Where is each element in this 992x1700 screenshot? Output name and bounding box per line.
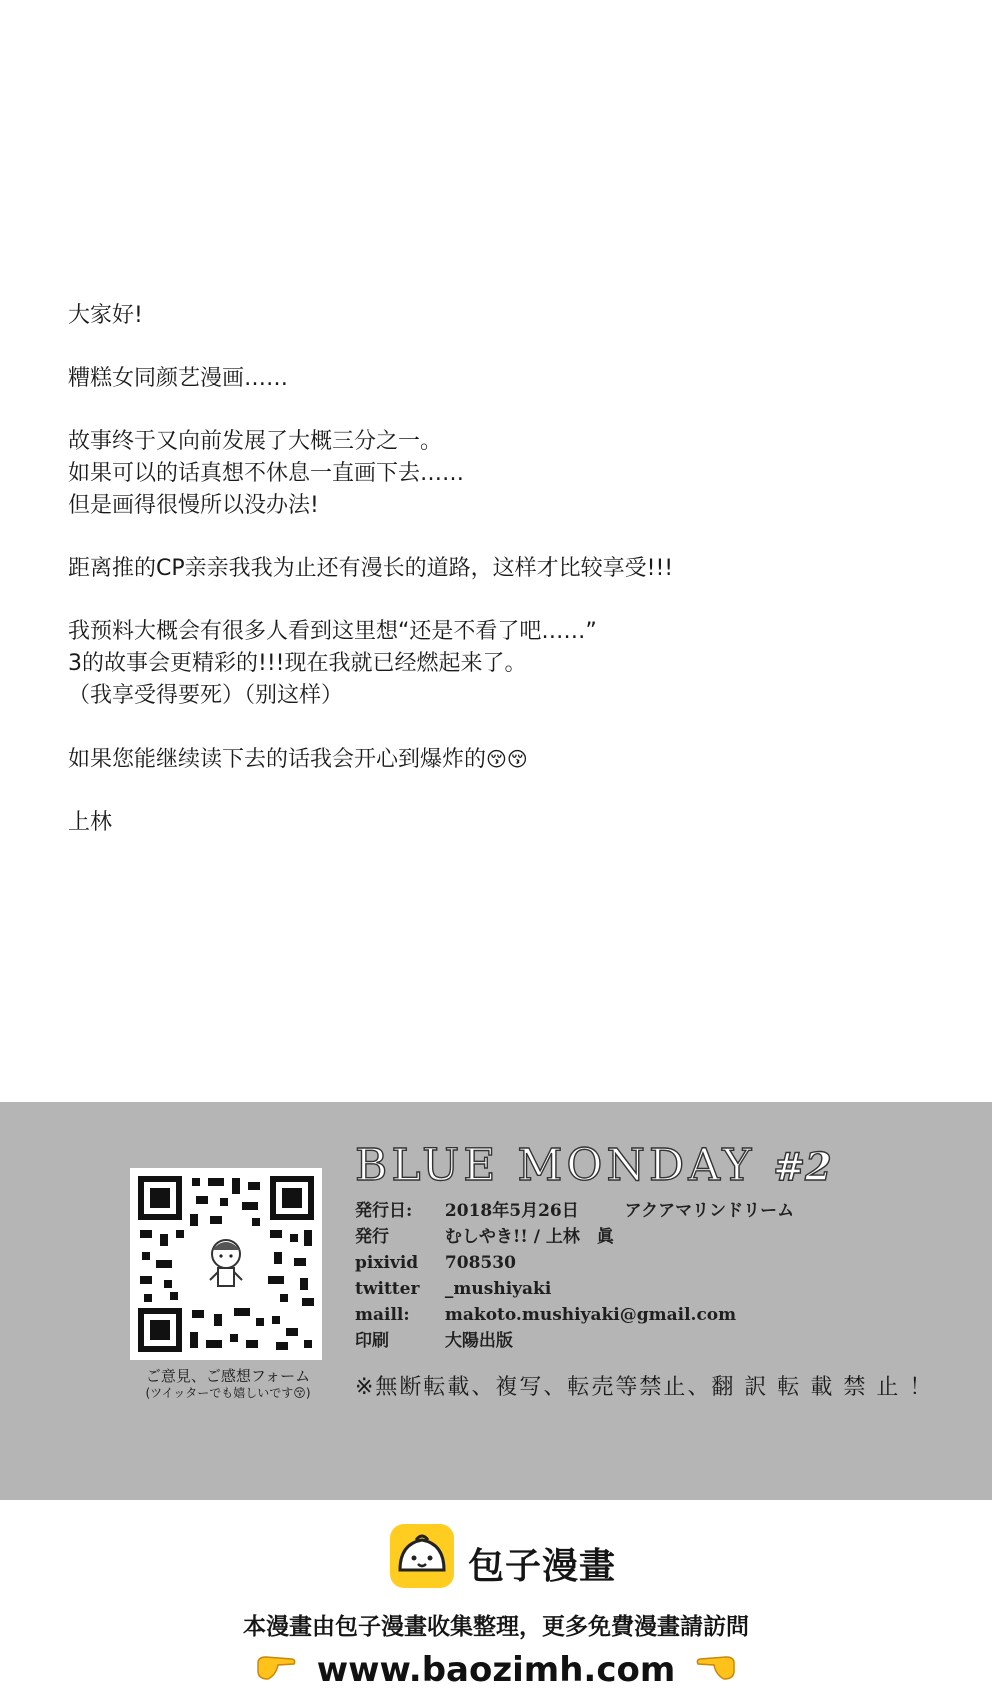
text-line: 大家好! bbox=[68, 303, 143, 328]
footer-note: 本漫畫由包子漫畫收集整理，更多免費漫畫請訪問 bbox=[243, 1614, 749, 1640]
site-link-row bbox=[0, 1650, 992, 1694]
info-extra: アクアマリンドリーム bbox=[624, 1201, 795, 1221]
pointing-right-hand-icon bbox=[254, 1653, 298, 1687]
greeting-paragraph bbox=[68, 300, 928, 332]
text-line: 故事终于又向前发展了大概三分之一。 bbox=[68, 429, 443, 454]
info-row-printer bbox=[355, 1328, 794, 1354]
text-line: 3的故事会更精彩的!!!现在我就已经燃起来了。 bbox=[68, 651, 527, 676]
story-paragraph bbox=[68, 426, 928, 522]
info-value: むしやき!! / 上林 眞 bbox=[444, 1227, 614, 1247]
info-label: twitter bbox=[355, 1279, 420, 1299]
info-value: 2018年5月26日 bbox=[444, 1201, 579, 1221]
signature: 上林 bbox=[68, 810, 113, 835]
info-row-date bbox=[355, 1198, 794, 1224]
info-label: maill: bbox=[355, 1305, 410, 1325]
book-issue: #2 bbox=[773, 1144, 832, 1189]
qr-caption-sub: (ツイッターでも嬉しいです😚) bbox=[145, 1386, 311, 1400]
site-footer bbox=[0, 1500, 992, 1700]
site-url-link[interactable]: www.baozimh.com bbox=[316, 1650, 676, 1690]
info-value: 大陽出版 bbox=[444, 1331, 513, 1351]
qr-caption bbox=[118, 1368, 338, 1402]
text-line: 距离推的CP亲亲我我为止还有漫长的道路，这样才比较享受!!! bbox=[68, 556, 674, 581]
afterword-text bbox=[68, 300, 928, 870]
info-label: 発行 bbox=[355, 1227, 389, 1247]
info-row-publisher bbox=[355, 1224, 794, 1250]
bun-icon bbox=[390, 1524, 454, 1588]
text-line: 如果可以的话真想不休息一直画下去…… bbox=[68, 461, 465, 486]
info-value: 708530 bbox=[444, 1253, 516, 1273]
qr-code[interactable] bbox=[130, 1168, 322, 1360]
text-line: 但是画得很慢所以没办法! bbox=[68, 493, 319, 518]
colophon-panel bbox=[0, 1102, 992, 1500]
prediction-paragraph bbox=[68, 616, 928, 712]
colophon-info bbox=[355, 1198, 794, 1354]
signature-paragraph bbox=[68, 807, 928, 839]
text-line: 糟糕女同颜艺漫画…… bbox=[68, 366, 289, 391]
info-label: 発行日: bbox=[355, 1201, 413, 1221]
cp-paragraph bbox=[68, 553, 928, 585]
info-label: 印刷 bbox=[355, 1331, 389, 1351]
text-line: 我预料大概会有很多人看到这里想“还是不看了吧……” bbox=[68, 619, 597, 644]
book-title-text: BLUE MONDAY bbox=[355, 1140, 756, 1191]
book-title bbox=[355, 1140, 832, 1191]
info-row-twitter bbox=[355, 1276, 794, 1302]
copyright-notice: ※無断転載、複写、転売等禁止、翻 訳 転 載 禁 止 ！ bbox=[355, 1375, 934, 1400]
info-row-pixiv bbox=[355, 1250, 794, 1276]
info-value: _mushiyaki bbox=[444, 1279, 552, 1299]
pointing-left-hand-icon bbox=[694, 1653, 738, 1687]
closing-line bbox=[68, 743, 928, 776]
info-row-mail bbox=[355, 1302, 794, 1328]
text-line: （我享受得要死）（别这样） bbox=[68, 683, 344, 708]
baozi-logo-icon[interactable] bbox=[390, 1524, 454, 1588]
info-value: makoto.mushiyaki@gmail.com bbox=[444, 1305, 737, 1325]
qr-code-icon bbox=[130, 1168, 322, 1360]
kiss-face-icon: 😚😚 bbox=[486, 747, 528, 771]
brand-name: 包子漫畫 bbox=[468, 1546, 617, 1587]
text-line: 如果您能继续读下去的话我会开心到爆炸的 bbox=[68, 747, 487, 772]
info-label: pixivid bbox=[355, 1253, 419, 1273]
intro-paragraph bbox=[68, 363, 928, 395]
closing-paragraph bbox=[68, 743, 928, 776]
qr-caption-main: ご意見、ご感想フォーム bbox=[145, 1367, 311, 1385]
